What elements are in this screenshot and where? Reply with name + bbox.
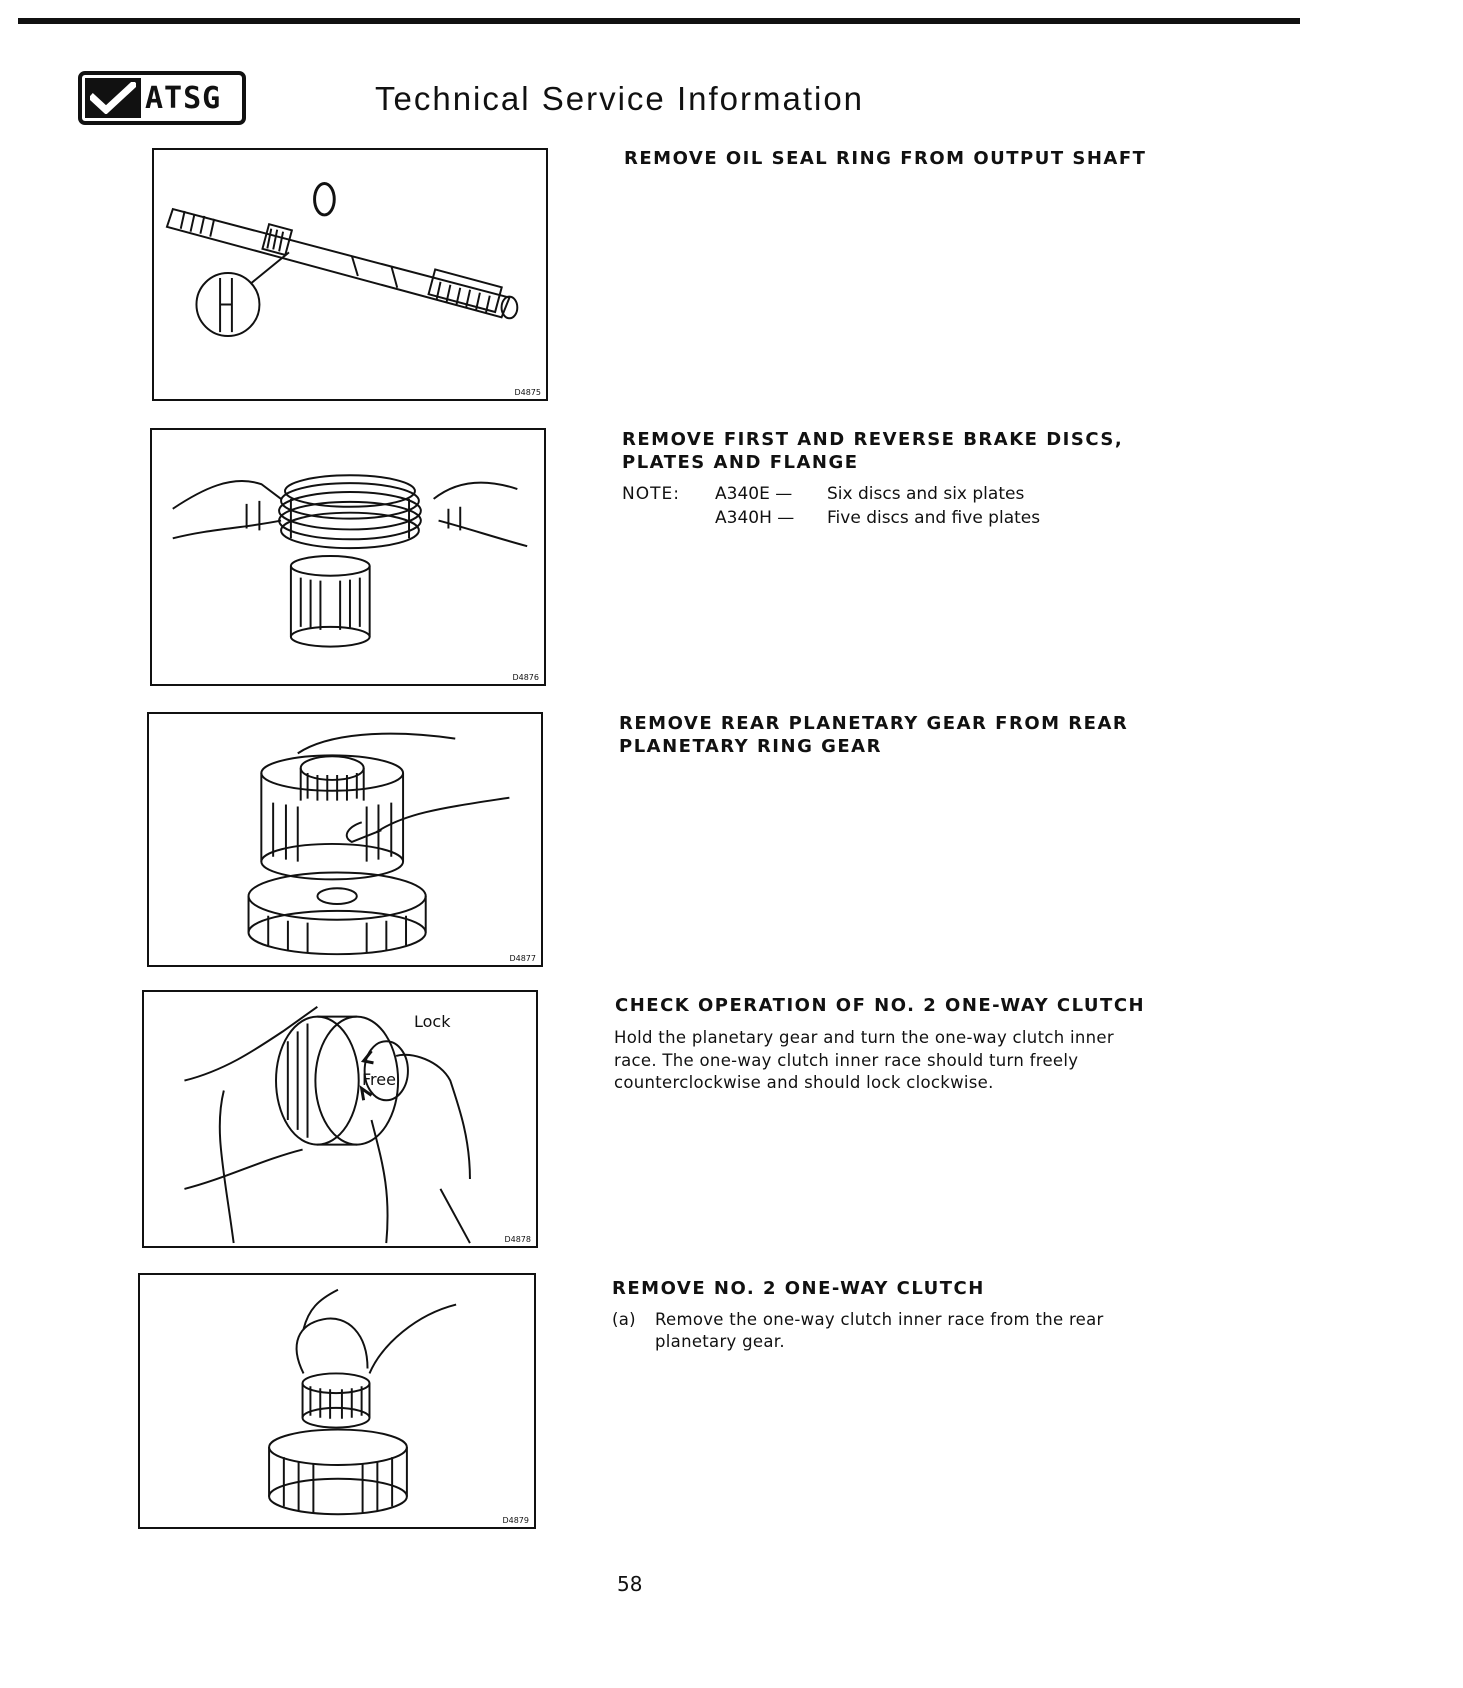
figure-code: D4878	[504, 1235, 531, 1244]
substep-mark: (a)	[612, 1310, 636, 1329]
section-heading-oil-seal: REMOVE OIL SEAL RING FROM OUTPUT SHAFT	[624, 148, 1147, 169]
page-title: Technical Service Information	[375, 80, 865, 117]
figure-code: D4879	[502, 1516, 529, 1525]
figure-rear-planetary-gear	[147, 712, 543, 967]
brake-discs-illustration	[152, 430, 544, 684]
note-row	[622, 482, 1040, 506]
checkmark-icon	[85, 78, 141, 118]
free-label: Free	[362, 1070, 396, 1089]
section-heading-rear-planetary: REMOVE REAR PLANETARY GEAR FROM REAR PLANETARY RING GEAR	[619, 713, 1129, 757]
note-model: A340H —	[715, 508, 795, 528]
logo-text: ATSG	[145, 80, 222, 116]
section-heading-remove-one-way-clutch: REMOVE NO. 2 ONE-WAY CLUTCH	[612, 1278, 985, 1299]
note-label: NOTE:	[622, 484, 680, 504]
one-way-clutch-check-illustration	[144, 992, 536, 1246]
planetary-gear-illustration	[149, 714, 541, 965]
figure-brake-discs	[150, 428, 546, 686]
note-description: Six discs and six plates	[827, 484, 1025, 504]
check-instructions: Hold the planetary gear and turn the one-way clutch inner race. The one-way clutch inner race should turn freely counterclockwise and should lock clockwise.	[614, 1028, 1114, 1092]
figure-code: D4875	[514, 388, 541, 397]
section-heading-brake-discs: REMOVE FIRST AND REVERSE BRAKE DISCS, PLATES AND FLANGE	[622, 429, 1124, 473]
figure-one-way-clutch-check	[142, 990, 538, 1248]
lock-label: Lock	[414, 1012, 451, 1031]
output-shaft-illustration	[154, 150, 546, 399]
figure-code: D4876	[512, 673, 539, 682]
remove-one-way-clutch-illustration	[140, 1275, 534, 1527]
top-rule	[18, 18, 1300, 24]
note-block	[622, 482, 1040, 530]
page-number: 58	[617, 1572, 643, 1596]
atsg-logo	[78, 71, 246, 125]
figure-code: D4877	[509, 954, 536, 963]
figure-output-shaft	[152, 148, 548, 401]
section-heading-check-one-way-clutch: CHECK OPERATION OF NO. 2 ONE-WAY CLUTCH	[615, 995, 1146, 1016]
note-row	[622, 506, 1040, 530]
note-description: Five discs and five plates	[827, 508, 1041, 528]
note-model: A340E —	[715, 484, 793, 504]
substep-a: (a) Remove the one-way clutch inner race from the rear planetary gear.	[612, 1310, 1104, 1351]
figure-remove-one-way-clutch	[138, 1273, 536, 1529]
